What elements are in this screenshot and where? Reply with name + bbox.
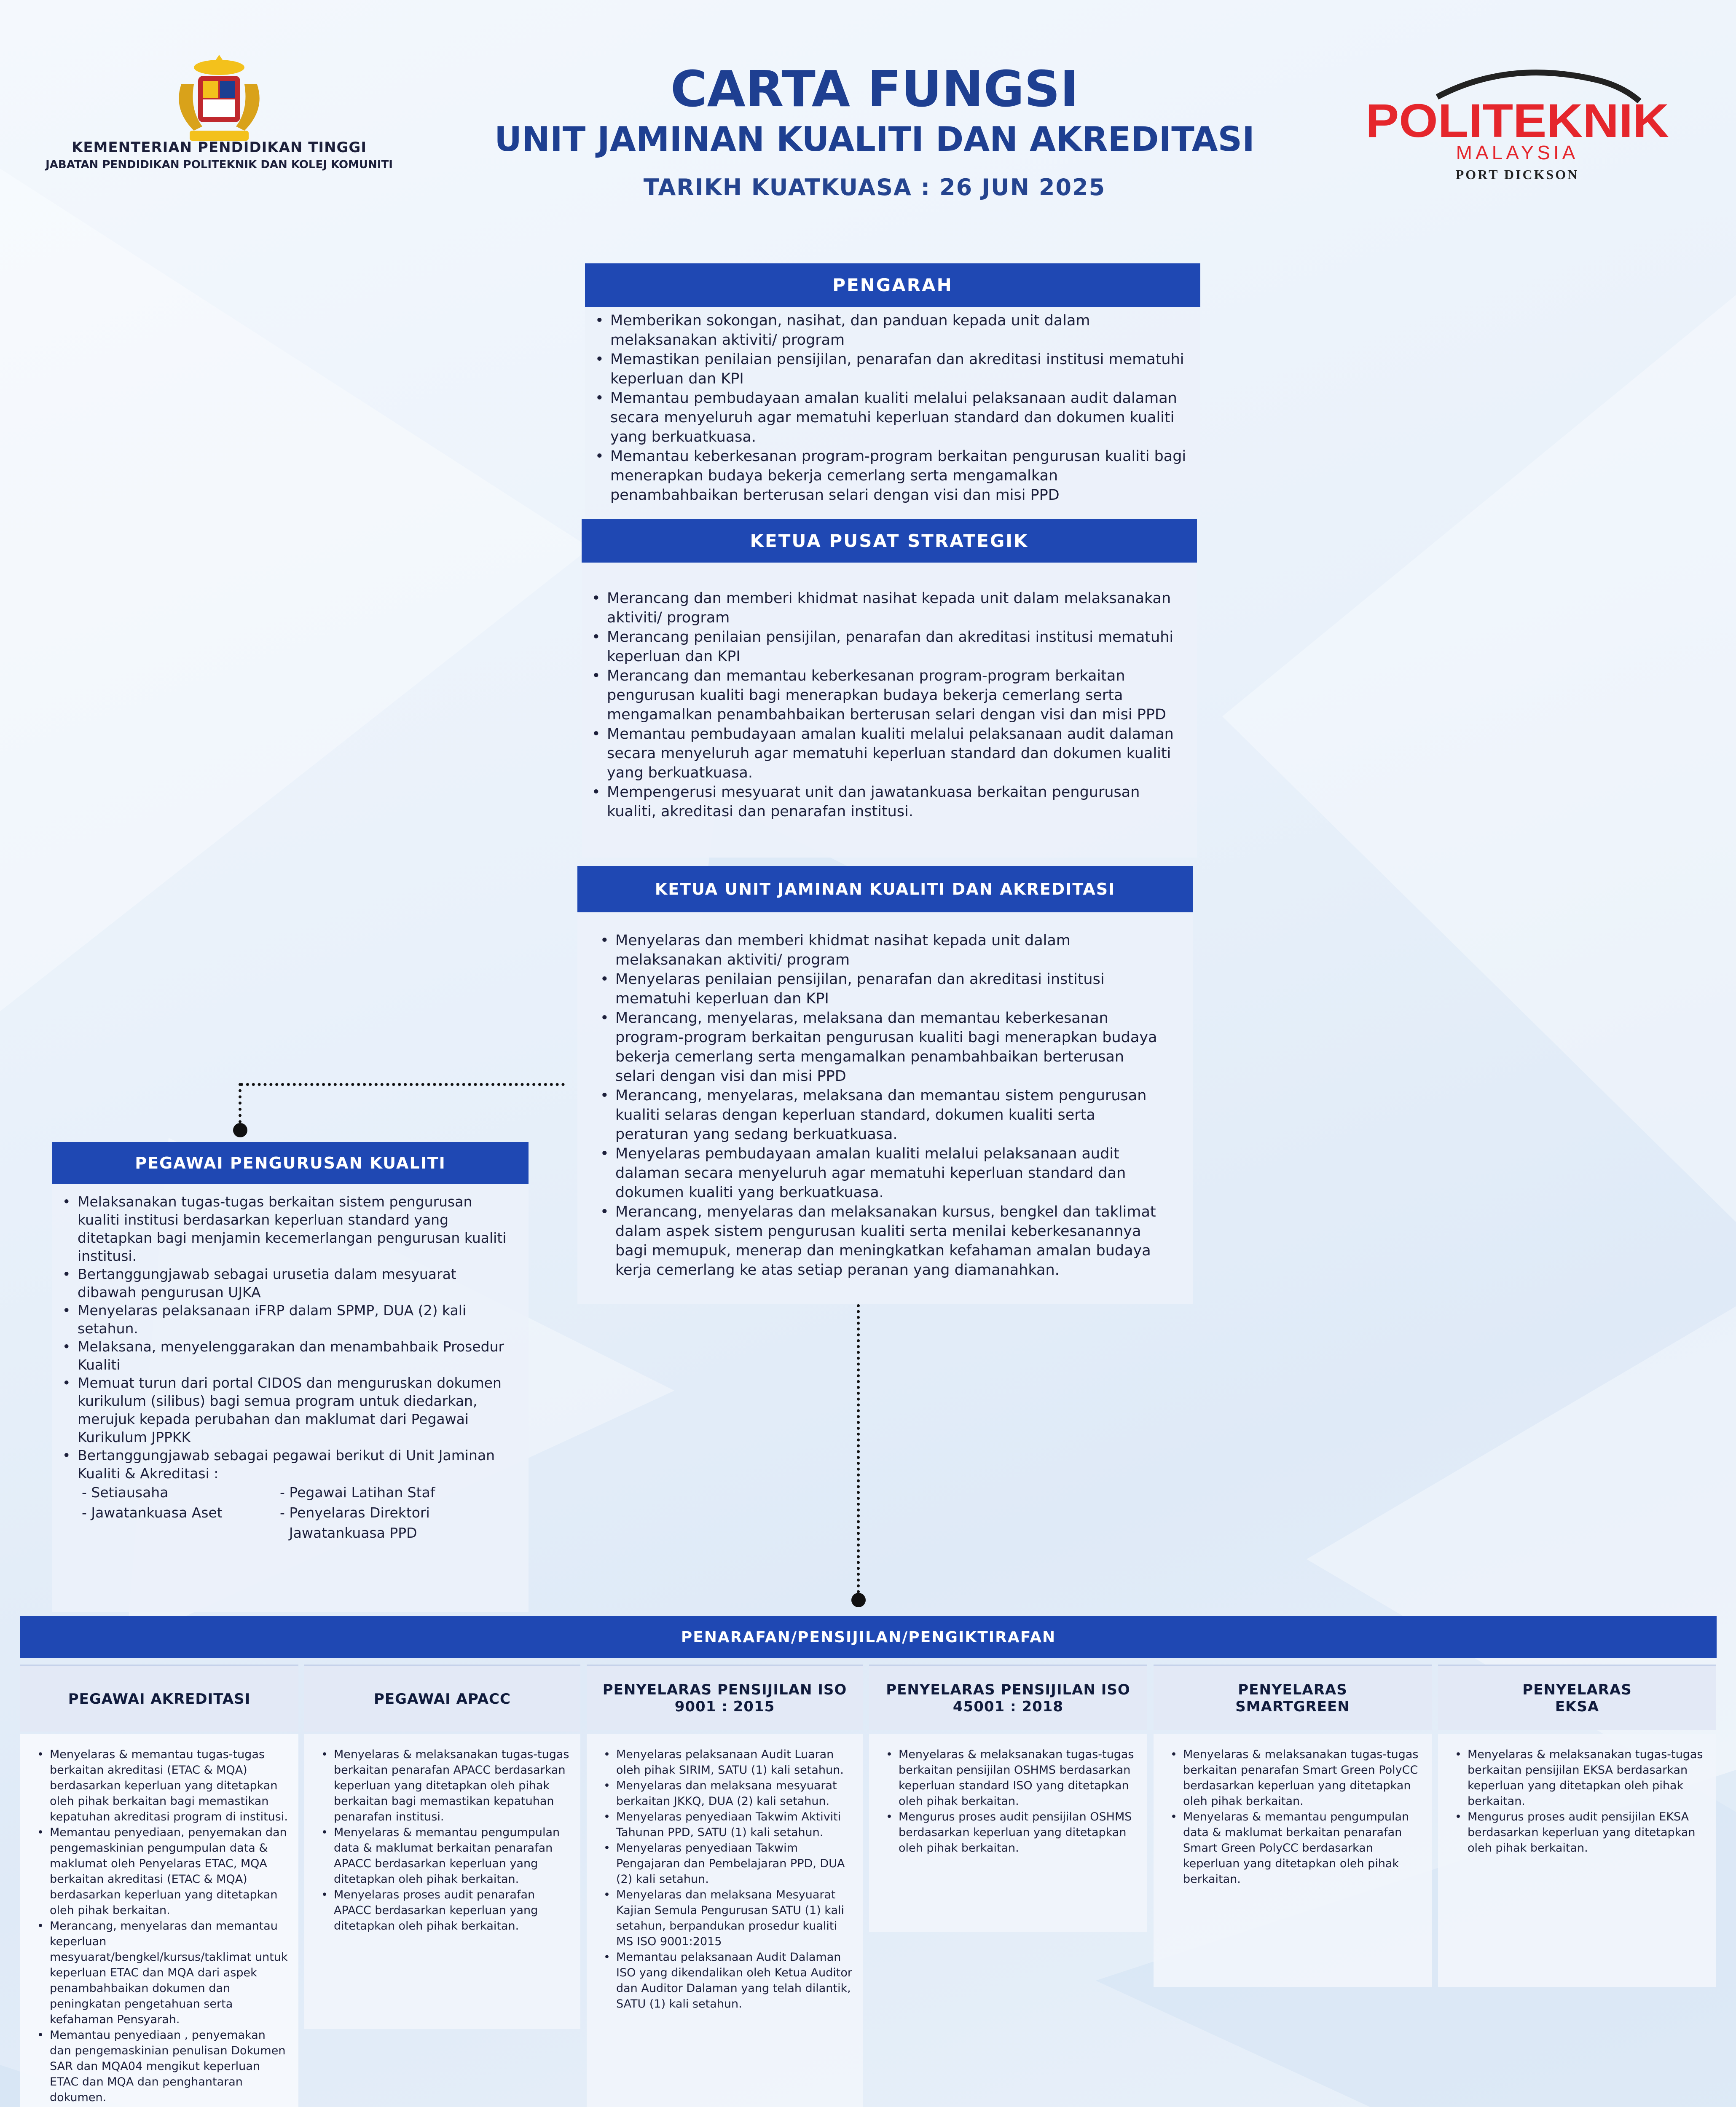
role-item: - Setiausaha — [82, 1484, 169, 1501]
duty-item: • Menyelaras & melaksanakan tugas-tugas berkaitan pensijilan OSHMS berdasarkan keperluan standard ISO yang ditetapkan oleh pihak berkaitan. — [899, 1747, 1137, 1809]
pegawai-kualiti-duty: • Melaksanakan tugas-tugas berkaitan sistem pengurusan kualiti institusi berdasarkan keperluan standard yang ditetapkan bagi menjamin kecemerlangan pengurusan kualiti institusi. — [78, 1193, 516, 1265]
col-header-eksa — [1438, 1665, 1716, 1730]
ketua-unit-duty: • Menyelaras pembudayaan amalan kualiti melalui pelaksanaan audit dalaman secara menyeluruh agar mematuhi keperluan standard dan dokumen kualiti yang berkuatkuasa. — [615, 1144, 1167, 1202]
connector-down-pegawai-kualiti — [239, 1083, 241, 1129]
pengarah-header — [585, 263, 1200, 307]
ketua-unit-duties — [577, 912, 1193, 1280]
ketua-unit-duty: • Merancang, menyelaras, melaksana dan memantau sistem pengurusan kualiti selaras dengan keperluan standard, dokumen kualiti serta peraturan yang sedang berkuatkuasa. — [615, 1086, 1167, 1144]
duty-item: • Memantau pelaksanaan Audit Dalaman ISO yang dikendalikan oleh Ketua Auditor dan Auditor Dalaman yang telah dilantik, SATU (1) kali setahun. — [616, 1949, 853, 2012]
ketua-pusat-duty: • Mempengerusi mesyuarat unit dan jawatankuasa berkaitan pengurusan kualiti, akreditasi dan penarafan institusi. — [607, 783, 1180, 821]
pegawai-kualiti-duty: • Bertanggungjawab sebagai pegawai berikut di Unit Jaminan Kualiti & Akreditasi : — [78, 1446, 516, 1482]
ketua-unit-duty: • Merancang, menyelaras dan melaksanakan kursus, bengkel dan taklimat dalam aspek sistem pengurusan kualiti serta menilai keberkesanannya bagi memupuk, menerap dan meningkatkan kefahaman amalan budaya kerja cemerlang ke atas setiap peranan yang diamanahkan. — [615, 1202, 1167, 1280]
col-body-smartgreen — [1154, 1734, 1432, 1987]
pengarah-duty: • Memantau pembudayaan amalan kualiti melalui pelaksanaan audit dalaman secara menyeluruh agar mematuhi keperluan standard dan dokumen kualiti yang berkuatkuasa. — [610, 389, 1188, 447]
col-header-akreditasi — [20, 1665, 298, 1732]
department-name: JABATAN PENDIDIKAN POLITEKNIK DAN KOLEJ KOMUNITI — [46, 158, 393, 171]
ketua-pusat-duty: • Memantau pembudayaan amalan kualiti melalui pelaksanaan audit dalaman secara menyeluruh agar mematuhi keperluan standard dan dokumen kualiti yang berkuatkuasa. — [607, 724, 1180, 783]
apacc-duties — [313, 1747, 570, 1934]
duty-item: • Menyelaras & memantau tugas-tugas berkaitan akreditasi (ETAC & MQA) berdasarkan keperluan yang ditetapkan oleh pihak berkaitan bagi memastikan kepatuhan akreditasi program di institusi. — [50, 1747, 288, 1825]
ketua-pusat-duty: • Merancang dan memberi khidmat nasihat kepada unit dalam melaksanakan aktiviti/ program — [607, 589, 1180, 627]
ketua-unit-duty: • Menyelaras dan memberi khidmat nasihat kepada unit dalam melaksanakan aktiviti/ program — [615, 931, 1167, 970]
pegawai-kualiti-duty: • Memuat turun dari portal CIDOS dan menguruskan dokumen kurikulum (silibus) bagi semua program untuk diedarkan, merujuk kepada perubahan dan maklumat dari Pegawai Kurikulum JPPKK — [78, 1374, 516, 1446]
col-title: PENYELARAS PENSIJILAN ISO 45001 : 2018 — [886, 1681, 1130, 1715]
ketua-unit-body — [577, 912, 1193, 1304]
connector-down-bottom — [857, 1304, 860, 1599]
pegawai-kualiti-header — [52, 1142, 529, 1184]
duty-item: • Menyelaras & memantau pengumpulan data & maklumat berkaitan penarafan APACC berdasarkan keperluan yang ditetapkan oleh pihak berkaitan. — [334, 1825, 570, 1887]
duty-item: • Menyelaras penyediaan Takwim Aktiviti Tahunan PPD, SATU (1) kali setahun. — [616, 1809, 853, 1840]
politeknik-logo-subtext: MALAYSIA — [1456, 142, 1579, 164]
col-body-iso45001 — [869, 1734, 1147, 1932]
politeknik-logo-campus: PORT DICKSON — [1455, 167, 1579, 182]
duty-item: • Mengurus proses audit pensijilan OSHMS berdasarkan keperluan yang ditetapkan oleh pihak berkaitan. — [899, 1809, 1137, 1856]
role-item: - Jawatankuasa Aset — [82, 1504, 223, 1521]
col-header-smartgreen — [1154, 1665, 1432, 1730]
duty-item: • Menyelaras & memantau pengumpulan data & maklumat berkaitan penarafan Smart Green PolyCC berdasarkan keperluan yang ditetapkan oleh pihak berkaitan. — [1183, 1809, 1422, 1887]
politeknik-logo-text: POLITEKNIK — [1366, 94, 1669, 147]
col-header-iso9001 — [587, 1665, 863, 1730]
col-title: PENYELARAS PENSIJILAN ISO 9001 : 2015 — [602, 1681, 847, 1715]
col-body-akreditasi — [20, 1734, 298, 2107]
col-header-iso45001 — [869, 1665, 1147, 1730]
ketua-pusat-body — [582, 563, 1197, 858]
duty-item: • Menyelaras & melaksanakan tugas-tugas berkaitan penarafan APACC berdasarkan keperluan yang ditetapkan oleh pihak berkaitan bagi memastikan kepatuhan penarafan institusi. — [334, 1747, 570, 1825]
pengarah-title: PENGARAH — [832, 275, 953, 295]
col-body-apacc — [304, 1734, 580, 2029]
pengarah-duties — [585, 307, 1200, 505]
pegawai-kualiti-duty: • Bertanggungjawab sebagai urusetia dalam mesyuarat dibawah pengurusan UJKA — [78, 1265, 516, 1301]
pegawai-kualiti-body — [52, 1184, 529, 1612]
duty-item: • Merancang, menyelaras dan memantau keperluan mesyuarat/bengkel/kursus/taklimat untuk keperluan ETAC dan MQA dari aspek penambahbaikan dokumen dan peningkatan pengetahuan serta kefahaman Pensyarah. — [50, 1918, 288, 2027]
penarafan-title: PENARAFAN/PENSIJILAN/PENGIKTIRAFAN — [681, 1628, 1056, 1646]
duty-item: • Memantau penyediaan, penyemakan dan pengemaskinian pengumpulan data & maklumat oleh Penyelaras ETAC, MQA berkaitan akreditasi (ETAC & MQA) berdasarkan keperluan yang ditetapkan oleh pihak berkaitan. — [50, 1825, 288, 1918]
pegawai-kualiti-duty: • Menyelaras pelaksanaan iFRP dalam SPMP, DUA (2) kali setahun. — [78, 1301, 516, 1338]
ketua-pusat-duty: • Merancang dan memantau keberkesanan program-program berkaitan pengurusan kualiti bagi menerapkan budaya bekerja cemerlang serta mengamalkan penambahbaikan berterusan selari dengan visi dan misi PPD — [607, 666, 1180, 724]
title-block — [421, 60, 1328, 201]
col-title: PENYELARAS SMARTGREEN — [1235, 1681, 1350, 1715]
role-item: - Pegawai Latihan Staf — [280, 1484, 435, 1501]
connector-to-pegawai-kualiti — [240, 1083, 565, 1086]
col-body-eksa — [1438, 1734, 1716, 1987]
pengarah-duty: • Memantau keberkesanan program-program berkaitan pengurusan kualiti bagi menerapkan budaya bekerja cemerlang serta mengamalkan penambahbaikan berterusan selari dengan visi dan misi PPD — [610, 447, 1188, 505]
ministry-block — [34, 139, 405, 171]
duty-item: • Menyelaras & melaksanakan tugas-tugas berkaitan penarafan Smart Green PolyCC berdasarkan keperluan yang ditetapkan oleh pihak berkaitan. — [1183, 1747, 1422, 1809]
duty-item: • Menyelaras & melaksanakan tugas-tugas berkaitan pensijilan EKSA berdasarkan keperluan yang ditetapkan oleh pihak berkaitan. — [1468, 1747, 1706, 1809]
role-item: Jawatankuasa PPD — [289, 1525, 417, 1541]
iso9001-duties — [595, 1747, 853, 2012]
duty-item: • Memantau penyediaan , penyemakan dan pengemaskinian penulisan Dokumen SAR dan MQA04 mengikut keperluan ETAC dan MQA dan penghantaran dokumen. — [50, 2027, 288, 2105]
ketua-unit-duty: • Menyelaras penilaian pensijilan, penarafan dan akreditasi institusi mematuhi keperluan dan KPI — [615, 970, 1167, 1008]
pegawai-kualiti-duties — [52, 1184, 529, 1482]
duty-item: • Menyelaras penyediaan Takwim Pengajaran dan Pembelajaran PPD, DUA (2) kali setahun. — [616, 1840, 853, 1887]
duty-item: • Menyelaras dan melaksana Mesyuarat Kajian Semula Pengurusan SATU (1) kali setahun, berpandukan prosedur kualiti MS ISO 9001:2015 — [616, 1887, 853, 1949]
akreditasi-duties — [29, 1747, 288, 2105]
ketua-pusat-duty: • Merancang penilaian pensijilan, penarafan dan akreditasi institusi mematuhi keperluan dan KPI — [607, 627, 1180, 666]
role-item: - Penyelaras Direktori — [280, 1504, 430, 1521]
col-title: PEGAWAI APACC — [374, 1690, 511, 1708]
col-header-apacc — [304, 1665, 580, 1732]
pengarah-body — [585, 307, 1200, 517]
iso45001-duties — [877, 1747, 1137, 1856]
pengarah-duty: • Memberikan sokongan, nasihat, dan panduan kepada unit dalam melaksanakan aktiviti/ program — [610, 311, 1188, 350]
page-title: CARTA FUNGSI — [670, 60, 1079, 118]
malaysia-crest-logo — [164, 51, 274, 147]
pengarah-duty: • Memastikan penilaian pensijilan, penarafan dan akreditasi institusi mematuhi keperluan dan KPI — [610, 350, 1188, 389]
pegawai-kualiti-title: PEGAWAI PENGURUSAN KUALITI — [135, 1154, 446, 1172]
ministry-name: KEMENTERIAN PENDIDIKAN TINGGI — [71, 139, 367, 156]
col-body-iso9001 — [587, 1734, 863, 2107]
ketua-pusat-title: KETUA PUSAT STRATEGIK — [750, 531, 1029, 551]
connector-node — [233, 1123, 247, 1137]
duty-item: • Menyelaras proses audit penarafan APACC berdasarkan keperluan yang ditetapkan oleh pihak berkaitan. — [334, 1887, 570, 1934]
duty-item: • Menyelaras pelaksanaan Audit Luaran oleh pihak SIRIM, SATU (1) kali setahun. — [616, 1747, 853, 1778]
eksa-duties — [1446, 1747, 1706, 1856]
col-title: PENYELARAS EKSA — [1522, 1681, 1632, 1715]
ketua-unit-title: KETUA UNIT JAMINAN KUALITI DAN AKREDITASI — [655, 880, 1116, 898]
duty-item: • Mengurus proses audit pensijilan EKSA berdasarkan keperluan yang ditetapkan oleh pihak berkaitan. — [1468, 1809, 1706, 1856]
politeknik-logo — [1361, 63, 1673, 190]
pegawai-kualiti-duty: • Melaksana, menyelenggarakan dan menambahbaik Prosedur Kualiti — [78, 1338, 516, 1374]
effective-date: TARIKH KUATKUASA : 26 JUN 2025 — [643, 174, 1106, 201]
ketua-pusat-duties — [582, 563, 1197, 821]
penarafan-header — [20, 1616, 1717, 1658]
smartgreen-duties — [1162, 1747, 1422, 1887]
col-title: PEGAWAI AKREDITASI — [68, 1690, 251, 1708]
ketua-unit-duty: • Merancang, menyelaras, melaksana dan memantau keberkesanan program-program berkaitan pengurusan kualiti bagi menerapkan budaya bekerja cemerlang serta mengamalkan penambahbaikan berterusan selari dengan visi dan misi PPD — [615, 1008, 1167, 1086]
duty-item: • Menyelaras dan melaksana mesyuarat berkaitan JKKQ, DUA (2) kali setahun. — [616, 1778, 853, 1809]
connector-node — [851, 1593, 866, 1607]
ketua-unit-header — [577, 866, 1193, 912]
ketua-pusat-header — [582, 519, 1197, 563]
pegawai-kualiti-roles — [52, 1482, 529, 1543]
page-subtitle: UNIT JAMINAN KUALITI DAN AKREDITASI — [494, 119, 1255, 159]
